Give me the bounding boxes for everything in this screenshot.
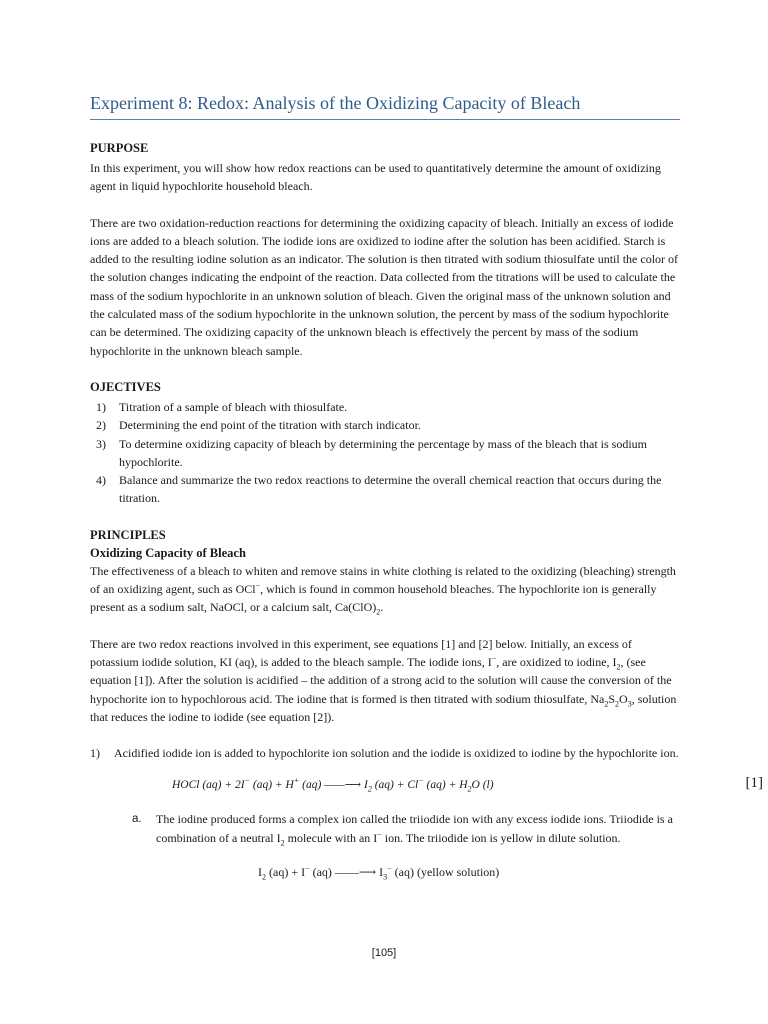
document-body: [90, 139, 763, 882]
objective-text: Determining the end point of the titration with starch indicator.: [119, 418, 421, 433]
principles-paragraph-1: The effectiveness of a bleach to whiten and remove stains in white clothing is related to the oxidizing (bleaching) strength of an oxidizing agent, such as OCl−, which is found in common household bleaches. The hypochlorite ion is generally present as a sodium salt, NaOCl, or a calcium salt, $Ca(ClO)_2$.: [90, 563, 676, 617]
purpose-paragraph-1: In this experiment, you will show how redox reactions can be used to quantitatively determine the amount of oxidizing agent in liquid hypochlorite household bleach.: [90, 161, 661, 194]
page-number: [105]: [371, 947, 397, 959]
objective-number: 2): [96, 418, 106, 433]
objective-number: 3): [96, 436, 106, 451]
sub-item-label: a.: [132, 813, 142, 826]
step-number: 1): [90, 746, 100, 761]
step-text: Acidified iodide ion is added to hypochlorite ion solution and the iodide is oxidized to iodine by the hypochlorite ion.: [114, 746, 679, 761]
document-title: Experiment 8: Redox: Analysis of the Oxidizing Capacity of Bleach: [90, 91, 680, 120]
principles-paragraph-2: There are two redox reactions involved in this experiment, see equations [1] and [2] below. Initially, an excess of potassium iodide solution, KI (aq), is added to the bleach sample. The iodide ions, I−, are oxidized to iodine, $I_2$, (see equation [1]). After the solution is acidified – the addition of a strong acid to the solution will cause the conversion of the hypochorite ion to hypochlorous acid. The iodine that is formed is then titrated with sodium thiosulfate, $Na_2S_2O_3$, solution that reduces the iodine to iodide (see equation [2]).: [90, 636, 677, 724]
equation-1: HOCl (aq) + 2I− (aq) + H+ (aq) ——⟶ $I_2$ (aq) + Cl− $(aq) + H_2O$ (l) [1]: [172, 775, 763, 794]
equation-number: [1]: [745, 775, 763, 792]
objectives-list: [90, 398, 680, 508]
objective-text: Titration of a sample of bleach with thiosulfate.: [119, 399, 348, 414]
objective-item: [90, 398, 680, 416]
principles-heading: PRINCIPLES: [90, 527, 166, 542]
sub-item-a: a. The iodine produced forms a complex ion called the triiodide ion with any excess iodide ions. Triiodide is a combination of a neutral $I_2$ molecule with an I− ion. The triiodide ion is yellow in dilute solution.: [132, 812, 673, 848]
objectives-heading: OJECTIVES: [90, 379, 161, 394]
purpose-heading: PURPOSE: [90, 141, 149, 155]
purpose-paragraph-2: There are two oxidation-reduction reactions for determining the oxidizing capacity of bleach. Initially an excess of iodide ions are added to a bleach solution. The iodide ions are oxidized to iodine after the solution has been acidified. Starch is added to the resulting iodine solution as an indicator. The solution is then titrated with sodium thiosulfate until the color of the solution changes indicating the endpoint of the reaction. Data collected from the titrations will be used to calculate the mass of the sodium hypochlorite in an unknown solution of bleach. Given the original mass of the unknown solution and the calculated mass of the sodium hypochlorite in the unknown solution, the percent by mass of the sodium hypochlorite can be determined. The oxidizing capacity of the unknown bleach is effectively the percent by mass of the sodium hypochlorite in the unknown bleach sample.: [90, 215, 679, 358]
principles-subheading: Oxidizing Capacity of Bleach: [90, 545, 246, 560]
objective-number: 1): [96, 399, 106, 414]
reaction-step-1: [90, 744, 680, 762]
objective-item: [90, 435, 680, 472]
equation-2: $I_2$ (aq) + I− (aq) ——⟶ $I_3^-$ (aq) (yellow solution): [258, 864, 500, 882]
objective-text: Balance and summarize the two redox reactions to determine the overall chemical reaction that occurs during the titration.: [119, 473, 662, 506]
objective-item: [90, 416, 680, 434]
objective-item: [90, 471, 680, 508]
objective-text: To determine oxidizing capacity of bleach by determining the percentage by mass of the bleach that is sodium hypochlorite.: [119, 436, 647, 469]
objective-number: 4): [96, 473, 106, 488]
